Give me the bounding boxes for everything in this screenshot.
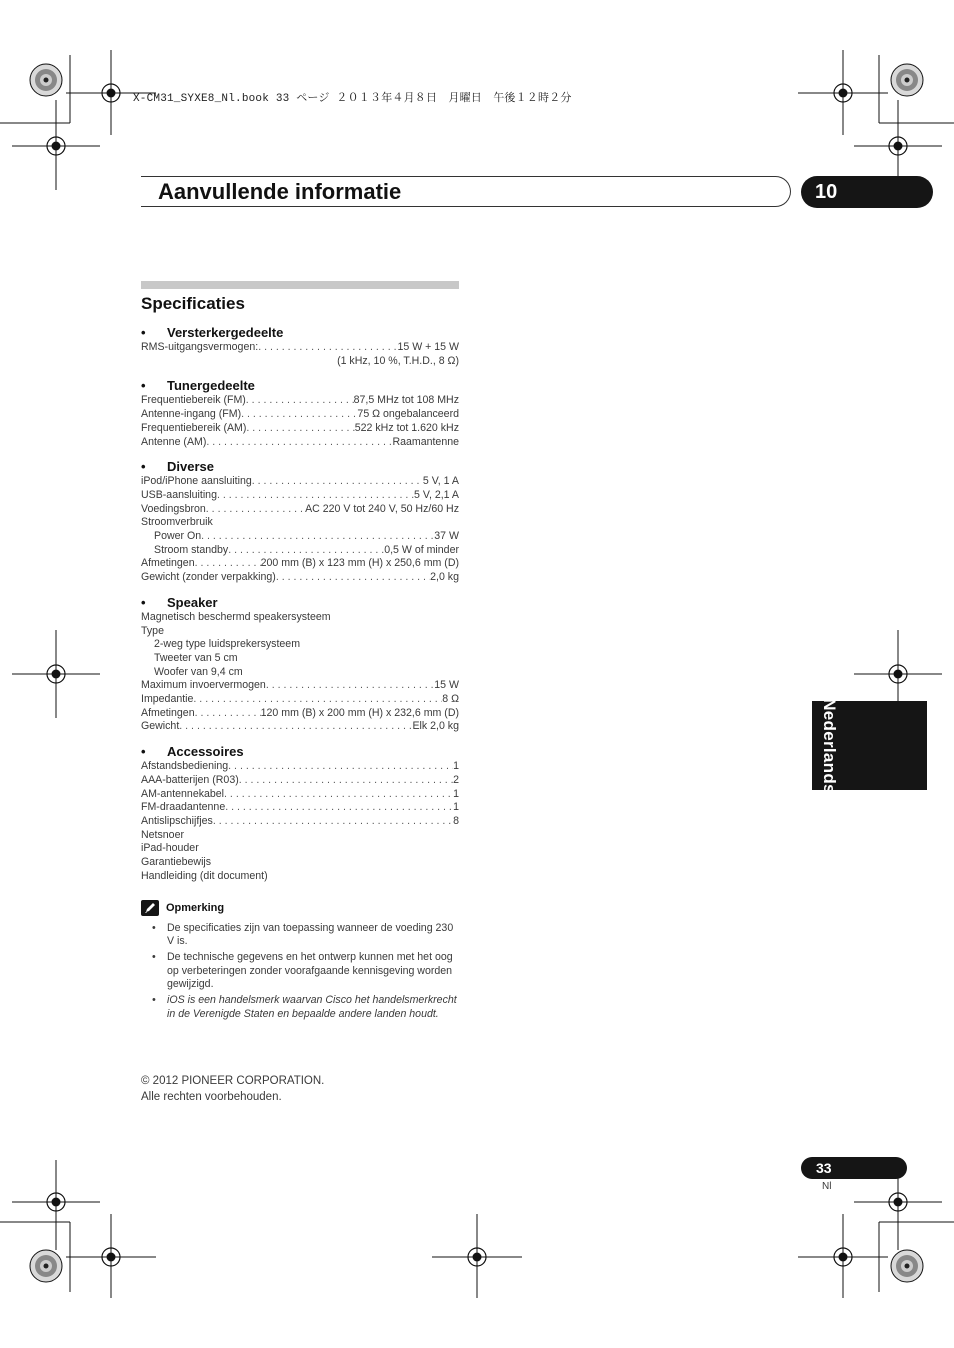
spec-label: Type — [141, 624, 164, 637]
section-title: Specificaties — [141, 294, 245, 313]
section-rule — [141, 281, 459, 289]
note-heading — [141, 900, 459, 916]
spec-row: AAA-batterijen (R03) . . . 2 — [141, 774, 459, 788]
note-list — [141, 922, 459, 1022]
spec-label: Handleiding (dit document) — [141, 869, 268, 882]
group-heading-accessories: • Accessoires — [141, 744, 244, 760]
spec-row: Voedingsbron . . . AC 220 V tot 240 V, 50 Hz/60 Hz — [141, 503, 459, 517]
group-heading-tuner: • Tunergedeelte — [141, 378, 255, 394]
spec-row: Impedantie . . . 8 Ω — [141, 693, 459, 707]
page-title: Aanvullende informatie — [158, 179, 402, 204]
language-tab — [812, 697, 927, 794]
spec-row: Afmetingen . . . 120 mm (B) x 200 mm (H) x 232,6 mm (D) — [141, 707, 459, 721]
spec-row: FM-draadantenne . . . 1 — [141, 801, 459, 815]
spec-row: iPod/iPhone aansluiting . . . 5 V, 1 A — [141, 475, 459, 489]
spec-row: USB-aansluiting . . . 5 V, 2,1 A — [141, 489, 459, 503]
note-item: • iOS is een handelsmerk waarvan Cisco het handelsmerkrecht in de Verenigde Staten en bepaalde andere landen houdt. — [141, 994, 459, 1021]
spec-row: Antenne (AM) . . . Raamantenne — [141, 436, 459, 450]
spec-row: Afmetingen . . . 200 mm (B) x 123 mm (H) x 250,6 mm (D) — [141, 557, 459, 571]
note-title: Opmerking — [166, 901, 225, 914]
spec-label: 2-weg type luidsprekersysteem — [154, 638, 301, 651]
spec-label: Tweeter van 5 cm — [154, 651, 238, 664]
spec-row: Antenne-ingang (FM) . . . 75 Ω ongebalanceerd — [141, 408, 459, 422]
specifications-section — [141, 281, 459, 1023]
spec-row: Gewicht (zonder verpakking) . . . 2,0 kg — [141, 571, 459, 585]
spec-row: Antislipschijfjes . . . 8 — [141, 815, 459, 829]
spec-row: Frequentiebereik (AM) . . . 522 kHz tot 1.620 kHz — [141, 422, 459, 436]
spec-row: Stroom standby . . . 0,5 W of minder — [141, 544, 459, 558]
spec-label: iPad-houder — [141, 842, 199, 855]
page-number: 33 — [801, 1157, 907, 1179]
spec-row: Frequentiebereik (FM) . . . 87,5 MHz tot 108 MHz — [141, 394, 459, 408]
note-item: • De technische gegevens en het ontwerp kunnen met het oog op verbeteringen zonder voorafgaande kennisgeving worden gewijzigd. — [141, 951, 459, 992]
group-heading-speaker: • Speaker — [141, 594, 218, 610]
spec-row: RMS-uitgangsvermogen: . . . 15 W + 15 W — [141, 341, 459, 355]
spec-row: AM-antennekabel . . . 1 — [141, 788, 459, 802]
spec-row: Power On . . . 37 W — [141, 530, 459, 544]
rights-line: Alle rechten voorbehouden. — [141, 1091, 282, 1103]
spec-label: Garantiebewijs — [141, 856, 212, 869]
pencil-note-icon — [141, 900, 159, 916]
spec-label: Netsnoer — [141, 828, 184, 841]
spec-row: Gewicht . . . Elk 2,0 kg — [141, 720, 459, 734]
spec-label: Magnetisch beschermd speakersysteem — [141, 610, 331, 623]
copyright-line: © 2012 PIONEER CORPORATION. — [141, 1075, 325, 1087]
page-language-code: Nl — [822, 1181, 832, 1192]
note-item: • De specificaties zijn van toepassing wanneer de voeding 230 V is. — [141, 922, 459, 949]
spec-row: Maximum invoervermogen . . . 15 W — [141, 679, 459, 693]
group-heading-amplifier: • Versterkergedeelte — [141, 325, 284, 340]
spec-label: Woofer van 9,4 cm — [154, 665, 243, 678]
book-file-line: X-CM31_SYXE8_Nl.book 33 ページ ２０１３年４月８日 月曜日 午後１２時２分 — [133, 93, 572, 105]
chapter-number: 10 — [801, 176, 933, 208]
spec-note: (1 kHz, 10 %, T.H.D., 8 Ω) — [337, 354, 459, 367]
spec-row: Afstandsbediening . . . 1 — [141, 760, 459, 774]
language-label: Nederlands — [820, 697, 839, 794]
spec-label: Stroomverbruik — [141, 516, 213, 529]
group-heading-misc: • Diverse — [141, 459, 214, 475]
copyright-block — [141, 1073, 324, 1105]
